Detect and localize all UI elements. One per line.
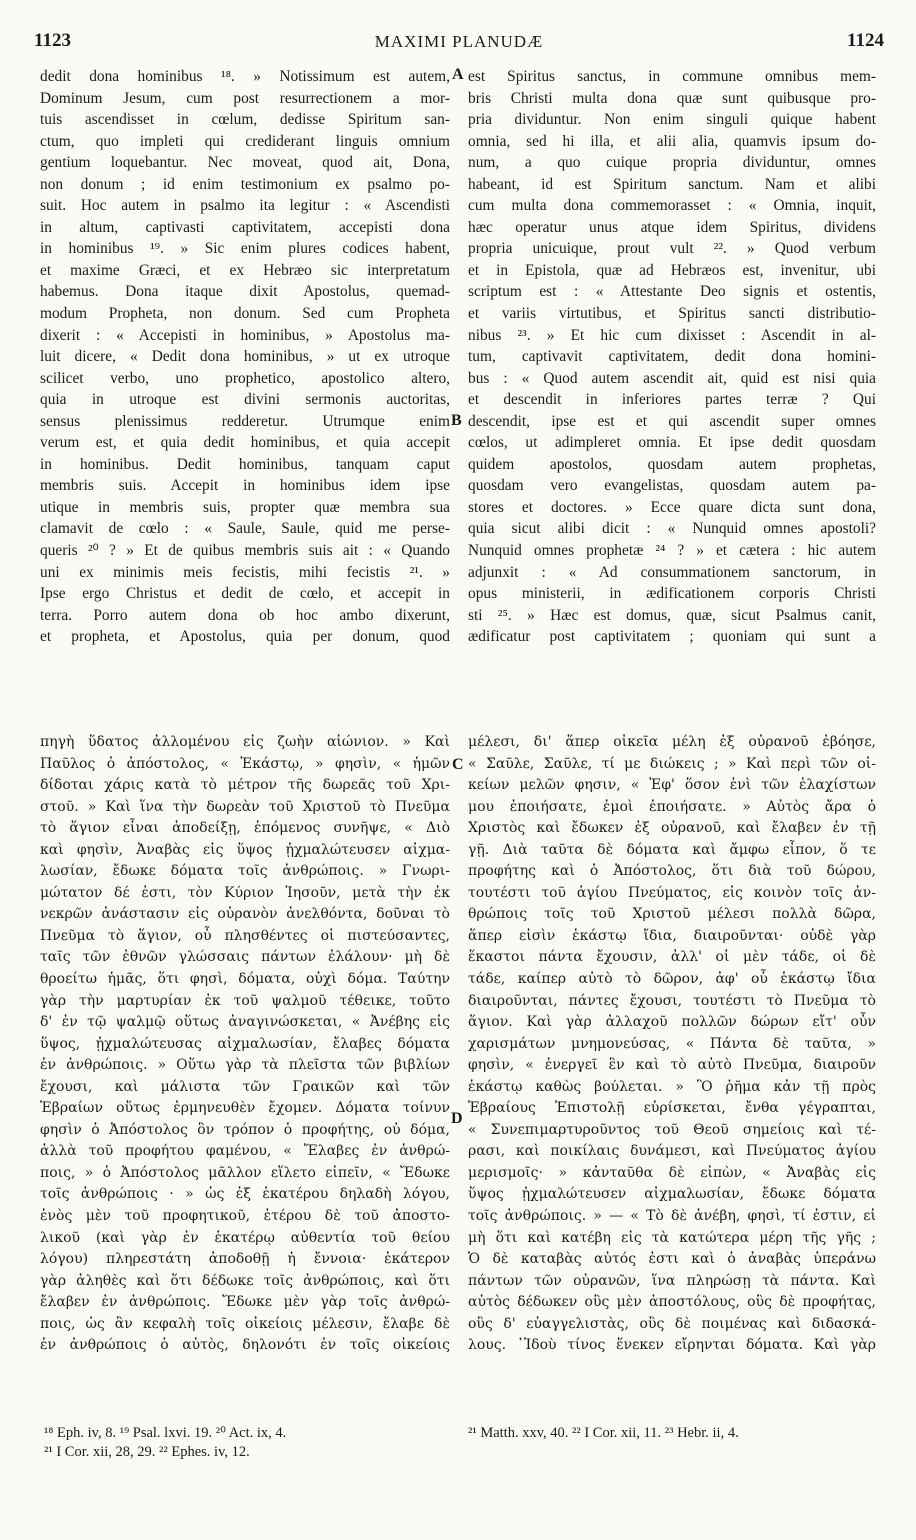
text-line: νεκρῶν ἀνάστασιν εἰς οὐρανὸν ἀνελθόντα, δοῦναι τὸ bbox=[40, 906, 450, 923]
text-line: utique in membris suis, propter quæ membra sua bbox=[40, 498, 450, 516]
text-line: ὕψος, ᾐχμαλώτευσας αἰχμαλωσίαν, ἔλαβες δόματα bbox=[40, 1035, 450, 1052]
text-line: διαιροῦνται, πάντες ἔχουσι, τουτέστι τὸ Πνεῦμα τὸ bbox=[468, 992, 876, 1009]
text-line: ἐν ἀνθρώποις ὁ αὐτὸς, δηλονότι ἐν τοῖς οἰκείοις bbox=[40, 1337, 450, 1354]
text-line: ἀλλὰ τοῦ προφήτου φαμένου, « Ἔλαβες ἐν ἀνθρώ- bbox=[40, 1143, 450, 1160]
text-line: bus : « Quod autem ascendit ait, quid est nisi quia bbox=[468, 369, 876, 387]
text-line: adjunxit : « Ad consummationem sanctorum, in bbox=[468, 563, 876, 581]
text-line: θρώποις τοῖς τοῦ Χριστοῦ μέλεσι πολλὰ δῶρα, bbox=[468, 906, 876, 923]
text-line: uni ex minimis meis fecistis, mihi fecistis ²¹. » bbox=[40, 563, 450, 581]
text-line: clamavit de cœlo : « Saule, Saule, quid me perse- bbox=[40, 520, 450, 538]
text-line: et propheta, et Apostolus, quia per donum, quod bbox=[40, 628, 450, 646]
text-line: οὓς δ' εὐαγγελιστὰς, οὓς δὲ ποιμένας καὶ διδασκά- bbox=[468, 1315, 876, 1332]
text-line: modum Propheta, non donum. Sed cum Propheta bbox=[40, 305, 450, 323]
text-line: ρασι, καὶ ποικίλαις δυνάμεσι, καὶ Πνεύματος ἁγίου bbox=[468, 1143, 876, 1160]
text-line: quosdam vero evangelistas, quosdam autem pa- bbox=[468, 477, 876, 495]
footnotes-left bbox=[44, 1424, 454, 1462]
text-line: tum, captivavit captivitatem, dedit dona homini- bbox=[468, 348, 876, 366]
text-line: λικοῦ (καὶ γὰρ ἐν ἑκατέρῳ αὐθεντία τοῦ θείου bbox=[40, 1229, 450, 1246]
text-line: ἑκάστῳ καθὼς βούλεται. » Ὃ ῥῆμα κἀν τῇ πρὸς bbox=[468, 1078, 876, 1095]
text-line: dedit dona hominibus ¹⁸. » Notissimum est autem, bbox=[40, 68, 450, 85]
text-line: Nunquid omnes prophetæ ²⁴ ? » et cætera : hic autem bbox=[468, 542, 876, 560]
page-header bbox=[30, 30, 888, 60]
text-line: cœlos, ut adimpleret omnia. Et ipse dedit quosdam bbox=[468, 434, 876, 452]
text-line: non donum ; id enim testimonium ex psalmo po- bbox=[40, 175, 450, 193]
running-title: MAXIMI PLANUDÆ bbox=[374, 32, 544, 51]
text-line: terra. Porro autem dona ob hoc ambo dixerunt, bbox=[40, 606, 450, 624]
text-line: in hominibus. Dedit hominibus, tanquam caput bbox=[40, 455, 450, 473]
text-line: λόγου) πληρεστάτη ἀποδοθῇ ἡ ἔννοια· ἑκάτερον bbox=[40, 1251, 450, 1268]
text-line: num, a quo cuique propria dividuntur, omnes bbox=[468, 154, 876, 172]
text-line: ἔλαβεν ἐν ἀνθρώποις. Ἔδωκε μὲν γὰρ τοῖς ἀνθρώ- bbox=[40, 1294, 450, 1311]
text-line: μώτατον δέ ἐστι, τὸν Κύριον Ἰησοῦν, μετὰ τὴν ἐκ bbox=[40, 884, 450, 901]
text-line: λωσίαν, ἔδωκε δόματα τοῖς ἀνθρώποις. » Γνωρι- bbox=[40, 863, 450, 880]
text-line: καὶ φησὶν, Ἀναβὰς εἰς ὕψος ᾐχμαλώτευσεν αἰχμα- bbox=[40, 841, 450, 858]
text-line: Ὁ δὲ καταβὰς αὐτός ἐστι καὶ ὁ ἀναβὰς ὑπεράνω bbox=[468, 1251, 876, 1268]
text-line: αὐτὸς δέδωκεν οὓς μὲν ἀποστόλους, οὓς δὲ προφήτας, bbox=[468, 1294, 876, 1311]
text-line: in altum, captivasti captivitatem, accepisti dona bbox=[40, 218, 450, 236]
section-marker-b: B bbox=[451, 412, 462, 429]
text-line: γὰρ τὴν μαρτυρίαν ἐκ τοῦ ψαλμοῦ τέθεικε, τοῦτο bbox=[40, 992, 450, 1009]
text-line: hæc operatur unus atque idem Spiritus, dividens bbox=[468, 218, 876, 236]
text-line: δίδοται χάρις κατὰ τὸ μέτρον τῆς δωρεᾶς τοῦ Χρι- bbox=[40, 777, 450, 794]
text-line: πηγὴ ὕδατος ἀλλομένου εἰς ζωὴν αἰώνιον. » Καὶ bbox=[40, 734, 450, 750]
text-line: habeant, id est Spiritum sanctum. Nam et alibi bbox=[468, 175, 876, 193]
text-line: τοῖς ἀνθρώποις · » ὡς ἐξ ἑκατέρου δηλαδὴ λόγου, bbox=[40, 1186, 450, 1203]
text-line: et descendit in inferiores partes terræ ? Qui bbox=[468, 391, 876, 409]
text-line: scilicet verbo, uno prophetico, apostolico altero, bbox=[40, 369, 450, 387]
text-line: verum est, et quia dedit hominibus, et quia accepit bbox=[40, 434, 450, 452]
text-line: τάδε, καίπερ αὐτὸ τὸ δῶρον, ἀφ' οὗ ἑκάστῳ ἴδια bbox=[468, 971, 876, 988]
latin-column-right bbox=[468, 66, 876, 700]
text-line: sti ²⁵. » Hæc est domus, quæ, sicut Psalmus canit, bbox=[468, 606, 876, 624]
text-line: χαρισμάτων μνημονεύσας, « Πάντα δὲ ταῦτα, » bbox=[468, 1035, 876, 1052]
text-line: ἑνὸς μὲν τοῦ προφητικοῦ, ἑτέρου δὲ τοῦ ἀποστο- bbox=[40, 1208, 450, 1225]
text-line: θροείτω ἡμᾶς, ὅτι φησὶ, δόματα, οὐχὶ δόμα. Ταύτην bbox=[40, 971, 450, 988]
text-line: ἕκαστοι πάντα ἔχουσιν, ἀλλ' οἱ μὲν τάδε, οἱ δὲ bbox=[468, 949, 876, 966]
text-line: sensus plenissimus redderetur. Utrumque enim bbox=[40, 412, 450, 430]
text-line: πάντων τῶν οὐρανῶν, ἵνα πληρώσῃ τὰ πάντα. Καὶ bbox=[468, 1272, 876, 1289]
text-line: bris Christi multa dona quæ sunt quibusque pro- bbox=[468, 89, 876, 107]
text-line: gentium loquebantur. Nec moveat, quod ait, Dona, bbox=[40, 154, 450, 172]
text-line: quia in utroque est divini sermonis auctoritas, bbox=[40, 391, 450, 409]
footnote-line: ¹⁸ Eph. iv, 8. ¹⁹ Psal. lxvi. 19. ²⁰ Act. ix, 4. bbox=[44, 1425, 287, 1441]
text-line: ἔχουσι, καὶ μάλιστα τῶν Γραικῶν καὶ τῶν bbox=[40, 1078, 450, 1095]
text-line: ποις, » ὁ Ἀπόστολος μᾶλλον εἵλετο εἰπεῖν, « Ἔδωκε bbox=[40, 1164, 450, 1181]
text-line: τὸ ἅγιον εἶναι ἀποδείξῃ, ἑπόμενος συνῆψε, « Διὸ bbox=[40, 820, 450, 837]
text-line: τοῖς ἀνθρώποις. » — « Τὸ δὲ ἀνέβη, φησὶ, τί ἐστιν, εἰ bbox=[468, 1208, 876, 1225]
text-line: ædificatur post captivitatem ; quoniam qui sunt a bbox=[468, 628, 876, 646]
text-line: Ἑβραίων οὕτως ἑρμηνευθὲν ἔχομεν. Δόματα τοίνυν bbox=[40, 1100, 450, 1117]
greek-column-left bbox=[40, 732, 450, 1422]
footnotes-right bbox=[468, 1424, 878, 1443]
text-line: ἅγιον. Καὶ γὰρ ἀλλαχοῦ πολλῶν δώρων εἴτ' οὖν bbox=[468, 1014, 876, 1031]
left-page-number: 1123 bbox=[34, 30, 71, 51]
text-line: φησὶν ὁ Ἀπόστολος ὃν τρόπον ὁ προφήτης, οὐ δόμα, bbox=[40, 1121, 450, 1138]
latin-column-left bbox=[40, 66, 450, 700]
text-line: queris ²⁰ ? » Et de quibus membris suis ait : « Quando bbox=[40, 542, 450, 560]
text-line: membris suis. Accepit in hominibus idem ipse bbox=[40, 477, 450, 495]
text-line: ἐν ἀνθρώποις. » Οὕτω γὰρ τὰ πλεῖστα τῶν βιβλίων bbox=[40, 1057, 450, 1074]
text-line: Χριστὸς καὶ ἔδωκεν ἐξ οὐρανοῦ, καὶ ἔλαβεν ἐν τῇ bbox=[468, 820, 876, 837]
text-line: γῇ. Διὰ ταῦτα δὲ δόματα καὶ ἄμφω εἶπον, ὅ τε bbox=[468, 841, 876, 858]
section-marker-c: C bbox=[452, 756, 464, 773]
section-marker-a: A bbox=[452, 66, 464, 83]
text-line: et maxime Græci, et ex Hebræo sic interpretatum bbox=[40, 261, 450, 279]
text-line: μου ἐποιήσατε, ἐμοὶ ἐποιήσατε. » Αὐτὸς ἄρα ὁ bbox=[468, 798, 876, 815]
text-line: στοῦ. » Καὶ ἵνα τὴν δωρεὰν τοῦ Χριστοῦ τὸ Πνεῦμα bbox=[40, 798, 450, 815]
text-line: et in Epistola, quæ ad Hebræos est, invenitur, ubi bbox=[468, 261, 876, 279]
text-line: ταῖς τῶν ἐθνῶν γλώσσαις πάντων ἐλάλουν· μὴ δὲ bbox=[40, 949, 450, 966]
text-line: propria unicuique, prout vult ²². » Quod verbum bbox=[468, 240, 876, 258]
text-line: quidem apostolos, quosdam autem prophetas, bbox=[468, 455, 876, 473]
text-line: τουτέστι τοῦ ἁγίου Πνεύματος, εἰς κοινὸν τοῖς ἀν- bbox=[468, 884, 876, 901]
text-line: habemus. Dona itaque dixit Apostolus, quemad- bbox=[40, 283, 450, 301]
text-line: λους. ᾿Ἰδοὺ τίνος ἕνεκεν εἴρηνται δόματα. Καὶ γὰρ bbox=[468, 1337, 876, 1354]
text-line: μὴ ὅτι καὶ κατέβη εἰς τὰ κατώτερα μέρη τῆς γῆς ; bbox=[468, 1229, 876, 1246]
text-line: κείων μελῶν φησιν, « Ἐφ' ὅσον ἑνὶ τῶν ἐλαχίστων bbox=[468, 777, 876, 794]
text-line: ποις, ὡς ἂν κεφαλὴ τοῖς οἰκείοις μέλεσιν, ἔλαβε δὲ bbox=[40, 1315, 450, 1332]
footnote-line: ²¹ Matth. xxv, 40. ²² I Cor. xii, 11. ²³ Hebr. ii, 4. bbox=[468, 1425, 739, 1441]
text-line: suit. Hoc autem in psalmo ita legitur : « Ascendisti bbox=[40, 197, 450, 215]
text-line: luit dicere, « Dedit dona hominibus, » ut ex utroque bbox=[40, 348, 450, 366]
text-line: ὕψος ᾐχμαλώτευσεν αἰχμαλωσίαν, ἔδωκε δόματα bbox=[468, 1186, 876, 1203]
text-line: δ' ἐν τῷ ψαλμῷ οὕτως ἀναγινώσκεται, « Ἀνέβης εἰς bbox=[40, 1014, 450, 1031]
text-line: « Συνεπιμαρτυροῦντος τοῦ Θεοῦ σημείοις καὶ τέ- bbox=[468, 1121, 876, 1138]
section-marker-d: D bbox=[451, 1110, 463, 1127]
text-line: Ἑβραίους Ἐπιστολῇ εὑρίσκεται, ἔνθα γέγραπται, bbox=[468, 1100, 876, 1117]
text-line: φησὶν, « ἐνεργεῖ ἓν καὶ τὸ αὐτὸ Πνεῦμα, διαιροῦν bbox=[468, 1057, 876, 1074]
text-line: Παῦλος ὁ ἀπόστολος, « Ἑκάστῳ, » φησὶν, « ἡμῶν bbox=[40, 755, 450, 772]
text-line: omnia, sed hi illa, et alii alia, quamvis ipsum do- bbox=[468, 132, 876, 150]
text-line: est Spiritus sanctus, in commune omnibus mem- bbox=[468, 68, 876, 85]
text-line: Dominum Jesum, cum post resurrectionem a mor- bbox=[40, 89, 450, 107]
text-line: descendit, ipse est et qui ascendit super omnes bbox=[468, 412, 876, 430]
text-line: Πνεῦμα τὸ ἅγιον, οὗ πλησθέντες οἱ πιστεύσαντες, bbox=[40, 927, 450, 944]
text-line: scriptum est : « Attestante Deo signis et ostentis, bbox=[468, 283, 876, 301]
footnote-line: ²¹ I Cor. xii, 28, 29. ²² Ephes. iv, 12. bbox=[44, 1444, 250, 1460]
text-line: Ipse ergo Christus et dedit de cœlo, et accepit in bbox=[40, 585, 450, 603]
text-line: nibus ²³. » Et hic cum dixisset : Ascendit in al- bbox=[468, 326, 876, 344]
right-page-number: 1124 bbox=[847, 30, 884, 51]
greek-column-right bbox=[468, 732, 876, 1422]
text-line: pria dividuntur. Non enim singuli quique habent bbox=[468, 111, 876, 129]
text-line: μέλεσι, δι' ἅπερ οἰκεῖα μέλη ἐξ οὐρανοῦ ἐβόησε, bbox=[468, 734, 876, 750]
text-line: προφήτης καὶ ὁ Ἀπόστολος, ὅτι διὰ τοῦ δώρου, bbox=[468, 863, 876, 880]
text-line: stores et doctores. » Ecce quare dicta sunt dona, bbox=[468, 498, 876, 516]
text-line: quia sicut alibi dicit : « Nunquid omnes apostoli? bbox=[468, 520, 876, 538]
text-line: μερισμοῖς· » κἀνταῦθα δὲ εἰπὼν, « Ἀναβὰς εἰς bbox=[468, 1164, 876, 1181]
text-line: cum multa dona commemorasset : « Omnia, inquit, bbox=[468, 197, 876, 215]
text-line: ctum, quo impleti qui crediderant linguis omnium bbox=[40, 132, 450, 150]
text-line: et variis virtutibus, et Spiritus sancti distributio- bbox=[468, 305, 876, 323]
text-line: in hominibus ¹⁹. » Sic enim plures codices habent, bbox=[40, 240, 450, 258]
text-line: ἅπερ εἰσὶν ἑκάστῳ ἴδια, διαιροῦνται· οὐδὲ γὰρ bbox=[468, 927, 876, 944]
text-line: dixerit : « Accepisti in hominibus, » Apostolus ma- bbox=[40, 326, 450, 344]
text-line: tuis ascendisset in cœlum, dedisse Spiritum san- bbox=[40, 111, 450, 129]
text-line: γὰρ ἀληθὲς καὶ ὅτι δέδωκε τοῖς ἀνθρώποις, καὶ ὅτι bbox=[40, 1272, 450, 1289]
text-line: « Σαῦλε, Σαῦλε, τί με διώκεις ; » Καὶ περὶ τῶν οἰ- bbox=[468, 755, 876, 772]
text-line: opus ministerii, in ædificationem corporis Christi bbox=[468, 585, 876, 603]
